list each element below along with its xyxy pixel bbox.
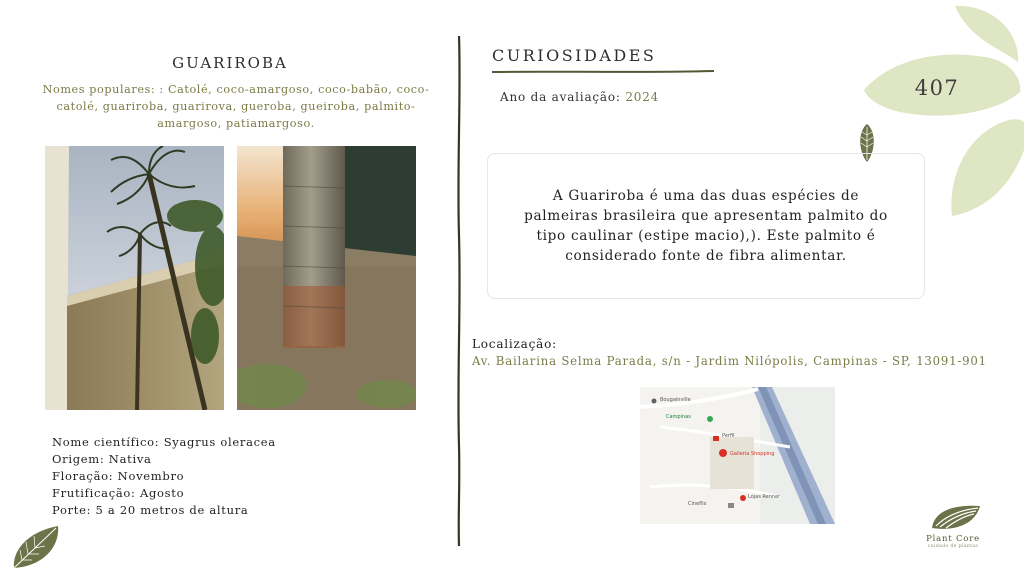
year-value: 2024 bbox=[625, 90, 660, 104]
location-map[interactable] bbox=[640, 387, 835, 524]
location-label: Localização: bbox=[472, 337, 557, 351]
curiosities-heading: CURIOSIDADES bbox=[492, 46, 657, 65]
plant-title: GUARIROBA bbox=[172, 54, 288, 72]
column-divider bbox=[455, 36, 463, 546]
heading-underline bbox=[492, 69, 714, 75]
curiosity-text: A Guariroba é uma das duas espécies de palmeiras brasileira que apresentam palmito do tipo caulinar (estipe macio),). Este palmito é considerado fonte de fibra alimentar. bbox=[524, 188, 888, 264]
fact-origin: Origem: Nativa bbox=[52, 452, 152, 466]
plant-core-logo bbox=[930, 502, 982, 532]
map-label: Lojas Renner bbox=[748, 494, 781, 500]
fact-fruiting: Frutificação: Agosto bbox=[52, 486, 185, 500]
curiosity-card bbox=[487, 153, 925, 299]
brand-name: Plant Core bbox=[926, 534, 980, 544]
map-label: Galleria Shopping bbox=[730, 451, 775, 457]
plant-facts bbox=[52, 434, 276, 519]
plant-number: 407 bbox=[914, 76, 960, 100]
brand-tagline: cuidado de plantas bbox=[927, 544, 979, 549]
palm-trunk-photo bbox=[237, 146, 416, 410]
popular-names: Nomes populares: : Catolé, coco-amargoso, coco-babão, coco-catolé, guariroba, guarirova, gueroba, gueiroba, palmito-amargoso, patiamargoso. bbox=[42, 83, 430, 130]
fact-flowering: Floração: Novembro bbox=[52, 469, 185, 483]
map-label: Bougainville bbox=[660, 397, 691, 403]
leaf-icon bbox=[8, 522, 64, 572]
map-label: Perfil bbox=[722, 433, 735, 439]
fact-scientific-name: Nome científico: Syagrus oleracea bbox=[52, 435, 276, 449]
palm-tree-photo bbox=[45, 146, 224, 410]
map-label: Cineflix bbox=[688, 501, 707, 507]
location-address: Av. Bailarina Selma Parada, s/n - Jardim Nilópolis, Campinas - SP, 13091-901 bbox=[472, 354, 987, 368]
evaluation-year bbox=[500, 90, 659, 104]
fact-size: Porte: 5 a 20 metros de altura bbox=[52, 503, 249, 517]
year-label: Ano da avaliação: bbox=[500, 90, 621, 104]
map-label: Campinas bbox=[666, 414, 691, 420]
